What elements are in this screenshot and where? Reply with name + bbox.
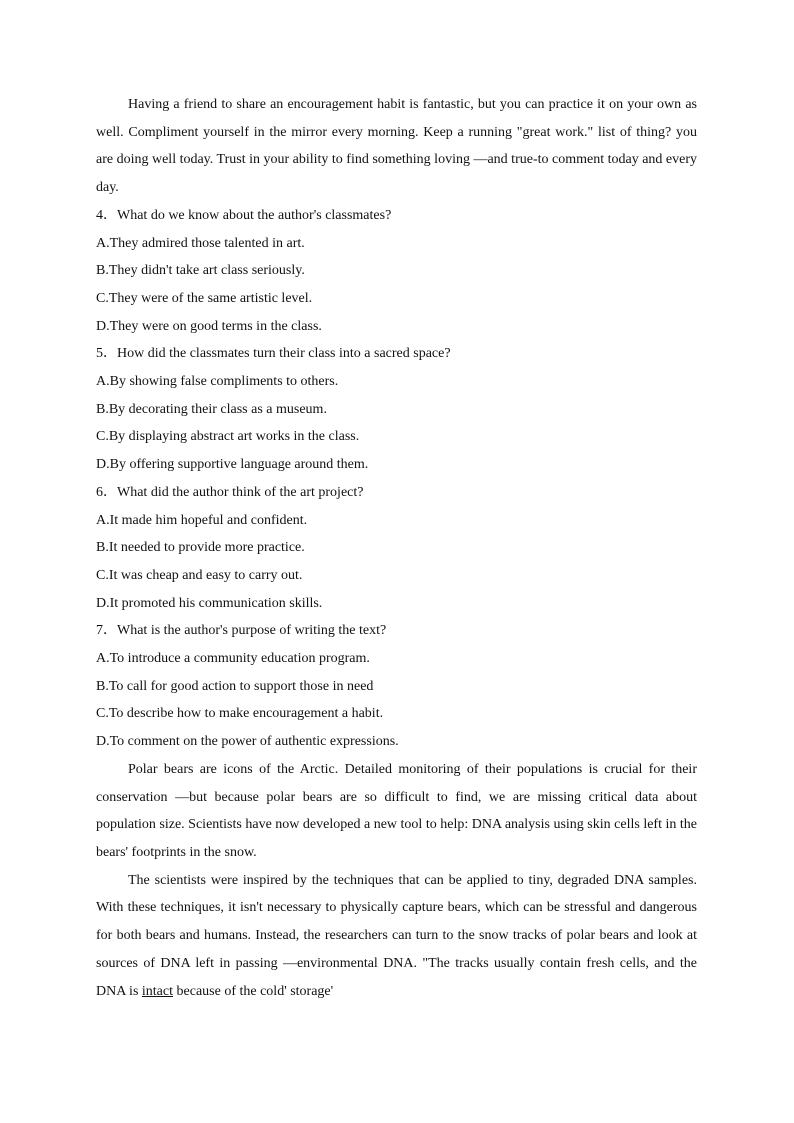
- question-7: [96, 617, 697, 756]
- question-stem: 6．What did the author think of the art project?: [96, 484, 364, 500]
- document-page: [96, 91, 697, 1005]
- passage-paragraph: [96, 867, 697, 1006]
- option-c: C.By displaying abstract art works in the class.: [96, 429, 360, 445]
- question-5: [96, 340, 697, 479]
- option-d: D.By offering supportive language around them.: [96, 457, 369, 473]
- option-b: B.To call for good action to support those in need: [96, 678, 374, 694]
- option-a: A.To introduce a community education program.: [96, 651, 370, 667]
- option-a: A.They admired those talented in art.: [96, 235, 305, 251]
- option-b: B.By decorating their class as a museum.: [96, 401, 327, 417]
- underlined-word: intact: [141, 983, 174, 999]
- passage-paragraph: Having a friend to share an encouragement habit is fantastic, but you can practice it on your own as well. Compliment yourself in the mirror every morning. Keep a running "great work." list of thing? you are doing well today. Trust in your ability to find something loving —and true-to comment today and every day.: [96, 97, 697, 196]
- option-d: D.They were on good terms in the class.: [96, 318, 322, 334]
- question-stem: 5．How did the classmates turn their class into a sacred space?: [96, 346, 451, 362]
- option-b: B.It needed to provide more practice.: [96, 540, 305, 556]
- option-c: C.They were of the same artistic level.: [96, 290, 313, 306]
- question-6: [96, 479, 697, 618]
- option-c: C.It was cheap and easy to carry out.: [96, 567, 303, 583]
- option-d: D.It promoted his communication skills.: [96, 595, 323, 611]
- passage-text: The scientists were inspired by the techniques that can be applied to tiny, degraded DNA samples. With these techniques, it isn't necessary to physically capture bears, which can be stressful and dangerous for both bears and humans. Instead, the researchers can turn to the snow tracks of polar bears and look at sources of DNA left in passing —environmental DNA. "The tracks usually contain fresh cells, and the DNA is: [96, 872, 697, 999]
- passage-paragraph: Polar bears are icons of the Arctic. Detailed monitoring of their populations is crucial for their conservation —but because polar bears are so difficult to find, we are missing critical data about population size. Scientists have now developed a new tool to help: DNA analysis using skin cells left in the bears' footprints in the snow.: [96, 761, 697, 860]
- option-d: D.To comment on the power of authentic expressions.: [96, 734, 399, 750]
- option-b: B.They didn't take art class seriously.: [96, 263, 305, 279]
- passage-text: because of the cold' storage': [173, 983, 334, 999]
- option-a: A.It made him hopeful and confident.: [96, 512, 308, 528]
- question-4: [96, 202, 697, 341]
- option-a: A.By showing false compliments to others.: [96, 374, 339, 390]
- question-stem: 4．What do we know about the author's classmates?: [96, 207, 392, 223]
- question-stem: 7．What is the author's purpose of writing the text?: [96, 623, 387, 639]
- option-c: C.To describe how to make encouragement a habit.: [96, 706, 384, 722]
